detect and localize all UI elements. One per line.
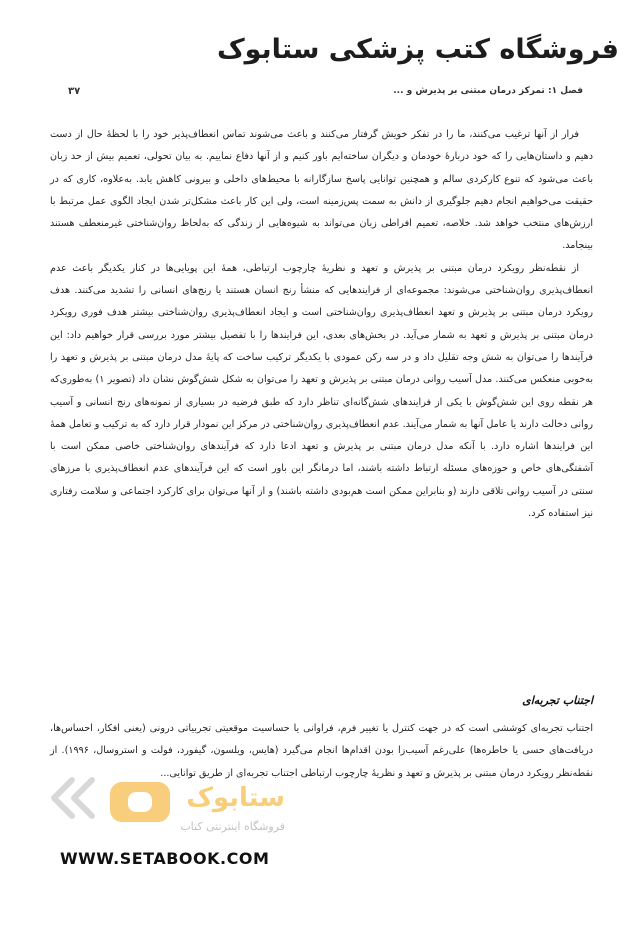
logo-tagline-text: فروشگاه اینترنتی کتاب	[180, 820, 285, 833]
page-number: ۳۷	[68, 86, 81, 97]
section-heading: اجتناب تجربه‌ای	[522, 694, 593, 707]
body-text	[50, 124, 593, 525]
website-url: WWW.SETABOOK.COM	[60, 849, 270, 868]
store-banner-title: فروشگاه کتب پزشکی ستابوک	[216, 34, 619, 65]
setabook-logo-watermark	[40, 770, 290, 840]
paragraph: اجتناب تجربه‌ای کوششی است که در جهت کنترل یا تغییر فرم، فراوانی یا حساسیت موقعیتی تجربیاتی درونی (یعنی افکار، احساس‌ها، دریافت‌های حسی یا خاطره‌ها) علی‌رغم آسیب‌زا بودن اقدام‌ها انجام می‌گیرد (هایس، ویلسون، گیفورد، فولت و استروسال، ۱۹۹۶). از نقطه‌نظر رویکرد درمان مبتنی بر پذیرش و تعهد و نظریهٔ چارچوب ارتباطی اجتناب تجربه‌ای از طریق توانایی...	[50, 723, 594, 779]
chapter-title: فصل ۱: تمرکز درمان مبتنی بر پذیرش و ...	[393, 86, 583, 96]
paragraph: از نقطه‌نظر رویکرد درمان مبتنی بر پذیرش و تعهد و نظریهٔ چارچوب ارتباطی، همهٔ این پویایی‌ها در کنار یکدیگر باعث عدم انعطاف‌پذیری روان‌شناختی می‌شوند: مجموعه‌ای از فرایندهایی که منشأ رنج انسان هستند یا رنج‌های انسانی را تشدید می‌کنند. هدف رویکرد درمان مبتنی بر پذیرش و تعهد انعطاف‌پذیری روان‌شناختی است و ایجاد انعطاف‌پذیری روان‌شناختی بیشتر هدف فوری رویکرد درمان مبتنی بر پذیرش و تعهد به شمار می‌آید. در بخش‌های بعدی، این فرایندها را با تفصیل بیشتر مورد بررسی قرار خواهیم داد: این فرآیندها را می‌توان به شش وجه تقلیل داد و در سه رکن عمودی با یکدیگر ترکیب ساخت که پایهٔ مدل درمان مبتنی بر پذیرش و تعهد را به‌خوبی منعکس می‌کنند. مدل آسیب روانی درمان مبتنی بر پذیرش و تعهد را می‌توان به شکل شش‌گوش نشان داد (تصویر ۱) به‌طوری‌که هر نقطه روی این شش‌گوش با یکی از فرایندهای شش‌گانه‌ای تناظر دارد که طبق فرضیه در بسیاری از نمونه‌های رنج انسانی و آسیب روانی دخالت دارند یا عامل آنها به شمار می‌آیند. عدم انعطاف‌پذیری روان‌شناختی در مرکز این نمودار قرار دارد که به ترکیب و تعامل همهٔ این فرایندها اشاره دارد. با آنکه مدل درمان مبتنی بر پذیرش و تعهد ادعا دارد که فرآیندهای روان‌شناختی خاصی ممکن است با آشفتگی‌های خاص و حوزه‌های مسئله ارتباط داشته باشند، اما درمانگر این باور است که این فرآیندهای عدم انعطاف‌پذیری با مرزهای سنتی در آسیب روانی تلاقی دارند (و بنابراین ممکن است هم‌بودی داشته باشند) و از آنها می‌توان برای کارکرد اجتماعی و سلامت رفتاری نیز استفاده کرد.	[50, 262, 593, 520]
paragraph: فرار از آنها ترغیب می‌کنند، ما را در تفکر خویش گرفتار می‌کنند و باعث می‌شوند تماس انعطاف‌پذیر خود را با لحظهٔ حال از دست دهیم و داستان‌هایی را که خود دربارهٔ خودمان و دیگران ساخته‌ایم باور کنیم و از آنها دفاع نماییم. به بیان تحولی، تعمیم بیش از حد زبان باعث می‌شود که تنوع کارکردی سالم و همچنین توانایی پاسخ سازگارانه با محیط‌های داخلی و بیرونی کاهش یابد. به‌علاوه، کاری که در حقیقت می‌خواهیم انجام دهیم جلوگیری از دانش به سمت پس‌زمینه است، ولی این کار باعث مشکل‌تر شدن ایجاد الگوی عمل مرتبط با ارزش‌های منتخب خواهد شد. خلاصه، تعمیم افراطی زبان می‌تواند به شیوه‌هایی از زندگی که به‌لحاظ روان‌شناختی غیرمنعطف هستند بینجامد.	[50, 129, 593, 252]
logo-brand-text: ستابوک	[186, 783, 285, 813]
running-head	[60, 86, 583, 102]
